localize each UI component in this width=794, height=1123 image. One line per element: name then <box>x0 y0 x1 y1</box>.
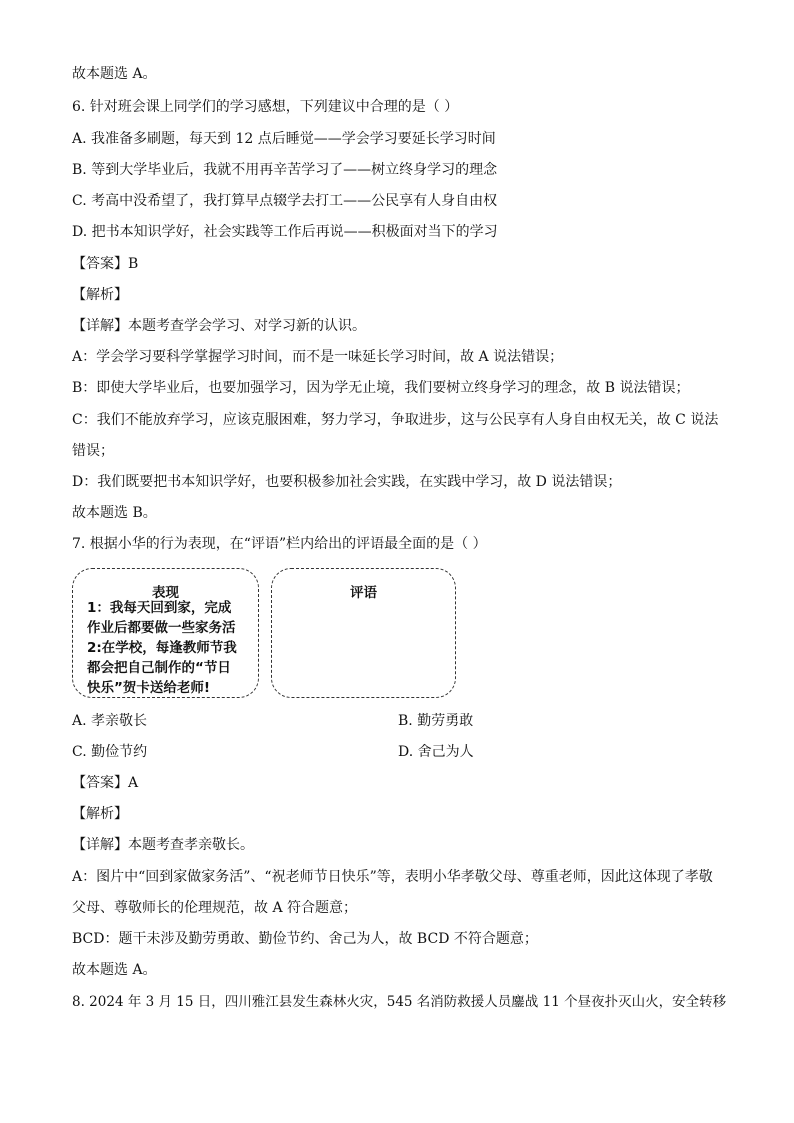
question-6-explain-a: A：学会学习要科学掌握学习时间，而不是一味延长学习时间，故 A 说法错误； <box>72 349 564 365</box>
question-6-answer: 【答案】B <box>72 256 139 272</box>
question-6-option-b: B. 等到大学毕业后，我就不用再辛苦学习了——树立终身学习的理念 <box>72 162 498 178</box>
question-7-analysis-heading: 【解析】 <box>72 806 128 822</box>
question-7-stem: 7. 根据小华的行为表现，在“评语”栏内给出的评语最全面的是（ ） <box>72 536 487 552</box>
behavior-box-title: 表现 <box>152 585 179 601</box>
question-6-analysis-heading: 【解析】 <box>72 287 128 303</box>
question-6-explain-d: D：我们既要把书本知识学好，也要积极参加社会实践，在实践中学习，故 D 说法错误； <box>72 474 622 490</box>
question-7-option-b: B. 勤劳勇敢 <box>398 713 474 729</box>
question-7-explain-a-cont: 父母、尊敬师长的伦理规范，故 A 符合题意； <box>72 900 358 916</box>
question-7-explain-a: A：图片中“回到家做家务活”、“祝老师节日快乐”等，表明小华孝敬父母、尊重老师，因此这体现了孝敬 <box>72 869 713 885</box>
question-7-detail: 【详解】本题考查孝亲敬长。 <box>72 837 254 853</box>
question-6-option-d: D. 把书本知识学好，社会实践等工作后再说——积极面对当下的学习 <box>72 224 498 240</box>
question-6-option-c: C. 考高中没希望了，我打算早点辍学去打工——公民享有人身自由权 <box>72 193 498 209</box>
question-6-detail: 【详解】本题考查学会学习、对学习新的认识。 <box>72 318 366 334</box>
behavior-box <box>72 568 259 698</box>
q5-conclusion: 故本题选 A。 <box>72 66 157 82</box>
question-7-explain-bcd: BCD：题干未涉及勤劳勇敢、勤俭节约、舍己为人，故 BCD 不符合题意； <box>72 931 538 947</box>
question-7-option-d: D. 舍己为人 <box>398 744 474 760</box>
comment-box-title: 评语 <box>350 585 377 601</box>
question-7-option-a: A. 孝亲敬长 <box>72 713 148 729</box>
question-8-stem: 8. 2024 年 3 月 15 日，四川雅江县发生森林火灾，545 名消防救援人员鏖战 11 个昼夜扑灭山火，安全转移 <box>72 994 727 1010</box>
question-7-option-c: C. 勤俭节约 <box>72 744 148 760</box>
question-6-explain-c: C：我们不能放弃学习，应该克服困难，努力学习，争取进步，这与公民享有人身自由权无关，故 C 说法 <box>72 412 719 428</box>
comment-box <box>271 568 456 698</box>
question-6-explain-b: B：即使大学毕业后，也要加强学习，因为学无止境，我们要树立终身学习的理念，故 B 说法错误； <box>72 380 690 396</box>
behavior-box-text: 1：我每天回到家，完成 作业后都要做一些家务活 2:在学校，每逢教师节我 都会把自己制作的“节日 快乐”贺卡送给老师! <box>87 600 237 696</box>
question-6-conclusion: 故本题选 B。 <box>72 505 157 521</box>
question-6-explain-c-cont: 错误； <box>72 443 114 459</box>
question-6-stem: 6. 针对班会课上同学们的学习感想，下列建议中合理的是（ ） <box>72 99 459 115</box>
question-7-conclusion: 故本题选 A。 <box>72 962 157 978</box>
question-6-option-a: A. 我准备多刷题，每天到 12 点后睡觉——学会学习要延长学习时间 <box>72 131 496 147</box>
question-7-answer: 【答案】A <box>72 775 139 791</box>
